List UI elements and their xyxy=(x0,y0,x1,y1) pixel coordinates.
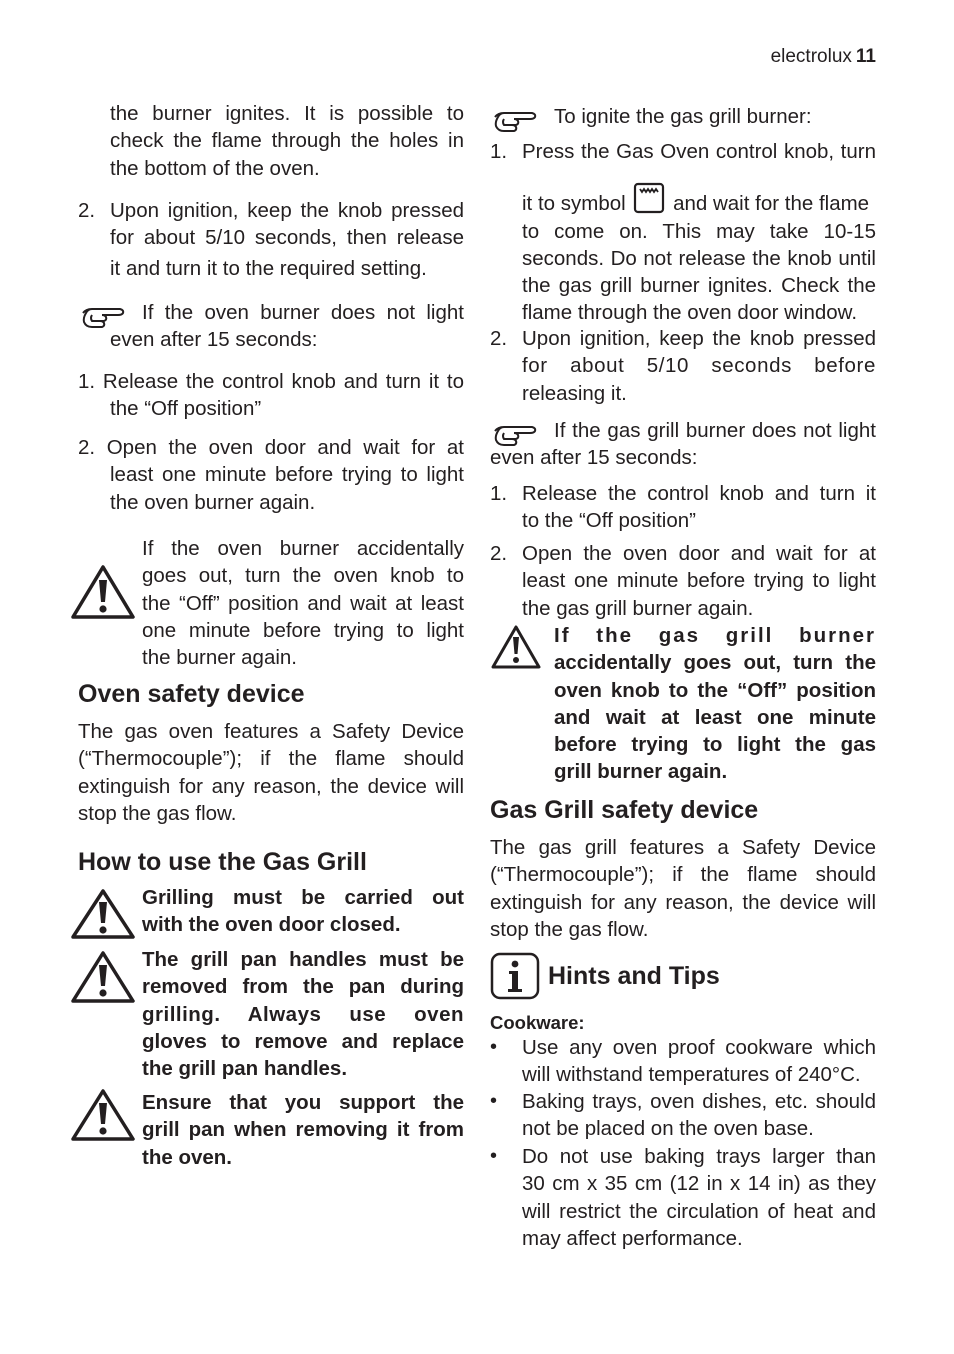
cookware-bullet xyxy=(490,1034,876,1089)
step-line: for about 5/10 seconds before xyxy=(522,354,876,378)
warning-triangle-icon xyxy=(70,950,136,1004)
list-line: the “Off position” xyxy=(110,397,262,421)
step-line: and wait for the flame xyxy=(673,192,870,216)
warning-line: Grilling must be carried out xyxy=(142,886,464,909)
right-step-1 xyxy=(490,138,876,327)
list-line: 2. Open the oven door and wait for at xyxy=(78,436,464,459)
list-line: Release the control knob and turn it xyxy=(522,482,876,505)
right-note xyxy=(490,417,876,472)
step-line: it to symbol xyxy=(522,192,626,216)
warning-line: the oven. xyxy=(142,1145,232,1169)
paragraph-line: stop the gas flow. xyxy=(78,801,237,825)
step-line: seconds. Do not release the knob until xyxy=(522,246,876,270)
warning-line: the “Off” position and wait at least xyxy=(142,591,464,615)
left-step-2 xyxy=(78,197,464,282)
warning-line: goes out, turn the oven knob to xyxy=(142,564,464,588)
warning-line: grill pan when removing it from xyxy=(142,1118,464,1142)
paragraph-line: (“Thermocouple”); if the flame should xyxy=(78,747,464,771)
info-icon xyxy=(490,952,540,1000)
bullet-line: may affect performance. xyxy=(522,1226,743,1250)
warning-triangle-icon xyxy=(490,624,542,670)
bullet-dot: • xyxy=(490,1036,498,1058)
left-note xyxy=(110,299,464,354)
step-line: for about 5/10 seconds, then release xyxy=(110,226,464,250)
step-number: 1. xyxy=(490,140,508,163)
bullet-line: will withstand temperatures of 240°C. xyxy=(522,1063,861,1087)
list-line: to the “Off position” xyxy=(522,509,696,533)
warning-line: If the oven burner accidentally xyxy=(142,537,464,560)
page-header xyxy=(771,45,876,69)
step-line: Upon ignition, keep the knob pressed xyxy=(522,327,876,350)
page-number: 11 xyxy=(855,46,876,67)
warning-line: removed from the pan during xyxy=(142,975,464,999)
step-line: flame through the oven door window. xyxy=(522,301,858,325)
note-line: If the gas grill burner does not light xyxy=(554,419,876,442)
step-line: Upon ignition, keep the knob pressed xyxy=(110,199,464,222)
list-line: least one minute before trying to light xyxy=(522,569,876,593)
warning-line: Ensure that you support the xyxy=(142,1091,464,1114)
gas-grill-heading: How to use the Gas Grill xyxy=(78,848,367,876)
grill-safety-text xyxy=(490,834,876,943)
ignite-note: To ignite the gas grill burner: xyxy=(554,105,812,128)
intro-line: the burner ignites. It is possible to xyxy=(110,102,464,125)
cookware-label: Cookware: xyxy=(490,1012,585,1033)
paragraph-line: The gas grill features a Safety Device xyxy=(490,836,876,859)
warning-pan-handles xyxy=(142,946,464,1082)
step-line: Press the Gas Oven control knob, turn xyxy=(522,140,876,163)
bullet-line: will restrict the circulation of heat and xyxy=(522,1199,876,1223)
step-line: releasing it. xyxy=(522,381,627,405)
warning-line: with the oven door closed. xyxy=(142,913,401,937)
pointing-hand-icon xyxy=(492,108,538,134)
warning-triangle-icon xyxy=(70,564,136,620)
bullet-line: Baking trays, oven dishes, etc. should xyxy=(522,1090,876,1113)
warning-line: the grill pan handles. xyxy=(142,1057,348,1081)
list-number: 1. xyxy=(490,482,508,505)
note-line: even after 15 seconds: xyxy=(490,446,698,470)
warning-line: the burner again. xyxy=(142,646,298,670)
warning-support-pan xyxy=(142,1089,464,1171)
oven-safety-heading: Oven safety device xyxy=(78,680,305,708)
cookware-bullet xyxy=(490,1088,876,1143)
warning-line: If the gas grill burner xyxy=(554,624,876,647)
note-line: even after 15 seconds: xyxy=(110,328,318,352)
grill-symbol-icon xyxy=(633,182,665,214)
oven-safety-text xyxy=(78,718,464,827)
list-line: 1. Release the control knob and turn it to xyxy=(78,370,464,393)
hints-heading: Hints and Tips xyxy=(548,962,720,990)
note-line: If the oven burner does not light xyxy=(142,301,464,324)
warning-line: before trying to light the gas xyxy=(554,733,876,757)
paragraph-line: extinguish for any reason, the device will xyxy=(490,890,876,914)
right-step-2 xyxy=(490,325,876,407)
left-list-item-1 xyxy=(78,368,464,423)
warning-line: grill burner again. xyxy=(554,760,728,784)
right-list-item-1 xyxy=(490,480,876,535)
bullet-line: Do not use baking trays larger than xyxy=(522,1145,876,1168)
bullet-line: not be placed on the oven base. xyxy=(522,1117,814,1141)
bullet-dot: • xyxy=(490,1145,498,1167)
paragraph-line: (“Thermocouple”); if the flame should xyxy=(490,863,876,887)
paragraph-line: stop the gas flow. xyxy=(490,917,649,941)
warning-oven-burner xyxy=(142,535,464,671)
list-line: the gas grill burner again. xyxy=(522,596,754,620)
warning-triangle-icon xyxy=(70,1088,136,1142)
step-line: to come on. This may take 10-15 xyxy=(522,219,876,243)
step-number: 2. xyxy=(490,327,508,350)
step-line: the gas grill burner ignites. Check the xyxy=(522,274,876,298)
warning-line: grilling. Always use oven xyxy=(142,1002,464,1026)
list-line: least one minute before trying to light xyxy=(110,463,464,487)
list-number: 2. xyxy=(490,542,508,565)
step-symbol-line xyxy=(522,182,876,217)
intro-line: check the flame through the holes in xyxy=(110,129,464,153)
cookware-bullet xyxy=(490,1143,876,1252)
warning-line: one minute before trying to light xyxy=(142,618,464,642)
left-list-item-2 xyxy=(78,434,464,516)
brand-name: electrolux xyxy=(770,46,852,67)
warning-line: oven knob to the “Off” position xyxy=(554,678,876,702)
warning-line: accidentally goes out, turn the xyxy=(554,651,876,675)
warning-grill-burner xyxy=(554,622,876,786)
warning-line: The grill pan handles must be xyxy=(142,948,464,971)
paragraph-line: The gas oven features a Safety Device xyxy=(78,720,464,743)
warning-line: and wait at least one minute xyxy=(554,705,876,729)
warning-line: gloves to remove and replace xyxy=(142,1029,464,1053)
left-intro xyxy=(110,100,464,182)
grill-safety-heading: Gas Grill safety device xyxy=(490,796,759,824)
bullet-line: 30 cm x 35 cm (12 in x 14 in) as they xyxy=(522,1172,876,1196)
step-number: 2. xyxy=(78,199,96,222)
warning-triangle-icon xyxy=(70,888,136,940)
step-line: it and turn it to the required setting. xyxy=(110,256,427,280)
paragraph-line: extinguish for any reason, the device will xyxy=(78,774,464,798)
intro-line: the bottom of the oven. xyxy=(110,156,320,180)
right-list-item-2 xyxy=(490,540,876,622)
bullet-line: Use any oven proof cookware which xyxy=(522,1036,876,1059)
list-line: Open the oven door and wait for at xyxy=(522,542,876,565)
warning-grilling-door xyxy=(142,884,464,939)
list-line: the oven burner again. xyxy=(110,490,316,514)
bullet-dot: • xyxy=(490,1090,498,1112)
